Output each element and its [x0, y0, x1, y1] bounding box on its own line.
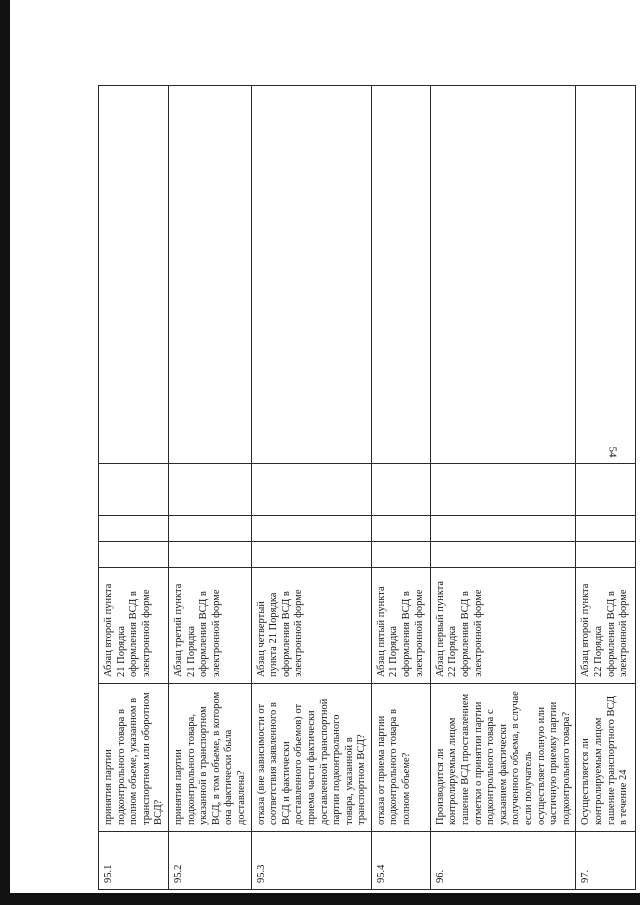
checklist-table: [98, 85, 636, 890]
answer-no-cell: [576, 516, 636, 542]
legal-reference-cell: Абзац второй пункта 22 Порядка оформления ВСД в электронной форме: [576, 568, 636, 684]
question-cell: принятия партии подконтрольного товара, указанной в транспортном ВСД, в том объеме, в котором она фактически была доставлена?: [168, 684, 251, 832]
not-applicable-cell: [430, 464, 576, 516]
answer-yes-cell: [99, 542, 169, 568]
rotated-table-container: [98, 86, 630, 890]
not-applicable-cell: [371, 464, 430, 516]
table-row: [576, 86, 636, 890]
answer-no-cell: [371, 516, 430, 542]
comment-cell: [251, 86, 371, 464]
not-applicable-cell: [168, 464, 251, 516]
answer-yes-cell: [576, 542, 636, 568]
legal-reference-cell: Абзац третий пункта 21 Порядка оформления ВСД в электронной форме: [168, 568, 251, 684]
not-applicable-cell: [576, 464, 636, 516]
row-number: 96.: [430, 832, 576, 890]
page-number: 54: [606, 446, 619, 458]
row-number: 95.2: [168, 832, 251, 890]
answer-yes-cell: [430, 542, 576, 568]
answer-no-cell: [251, 516, 371, 542]
question-cell: отказа (вне зависимости от соответствия заявленного в ВСД и фактически доставленного объемов) от приема части фактически доставленной транспортной партии подконтрольного товара, указанной в транспортном ВСД?: [251, 684, 371, 832]
comment-cell: [576, 86, 636, 464]
not-applicable-cell: [251, 464, 371, 516]
comment-cell: [371, 86, 430, 464]
row-number: 97.: [576, 832, 636, 890]
row-number: 95.3: [251, 832, 371, 890]
legal-reference-cell: Абзац второй пункта 21 Порядка оформления ВСД в электронной форме: [99, 568, 169, 684]
question-cell: принятия партии подконтрольного товара в полном объеме, указанном в транспортном или оборотном ВСД?: [99, 684, 169, 832]
table-row: [430, 86, 576, 890]
question-cell: Осуществляется ли контролируемым лицом гашение транспортного ВСД в течение 24: [576, 684, 636, 832]
answer-yes-cell: [168, 542, 251, 568]
legal-reference-cell: Абзац пятый пункта 21 Порядка оформления ВСД в электронной форме: [371, 568, 430, 684]
question-cell: Производится ли контролируемым лицом гашение ВСД проставлением отметки о принятии партии подконтрольного товара с указанием фактически полученного объема, в случае если получатель осуществляет полную или частичную приемку партии подконтрольного товара?: [430, 684, 576, 832]
scan-edge-left: [0, 0, 10, 905]
answer-no-cell: [430, 516, 576, 542]
comment-cell: [168, 86, 251, 464]
row-number: 95.4: [371, 832, 430, 890]
answer-no-cell: [99, 516, 169, 542]
answer-no-cell: [168, 516, 251, 542]
not-applicable-cell: [99, 464, 169, 516]
row-number: 95.1: [99, 832, 169, 890]
table-row: [99, 86, 169, 890]
legal-reference-cell: Абзац первый пункта 22 Порядка оформления ВСД в электронной форме: [430, 568, 576, 684]
table-row: [371, 86, 430, 890]
answer-yes-cell: [371, 542, 430, 568]
question-cell: отказа от приема партии подконтрольного товара в полном объеме?: [371, 684, 430, 832]
comment-cell: [99, 86, 169, 464]
comment-cell: [430, 86, 576, 464]
legal-reference-cell: Абзац четвертый пункта 21 Порядка оформления ВСД в электронной форме: [251, 568, 371, 684]
answer-yes-cell: [251, 542, 371, 568]
table-row: [168, 86, 251, 890]
table-row: [251, 86, 371, 890]
scan-edge-bottom: [0, 893, 640, 905]
